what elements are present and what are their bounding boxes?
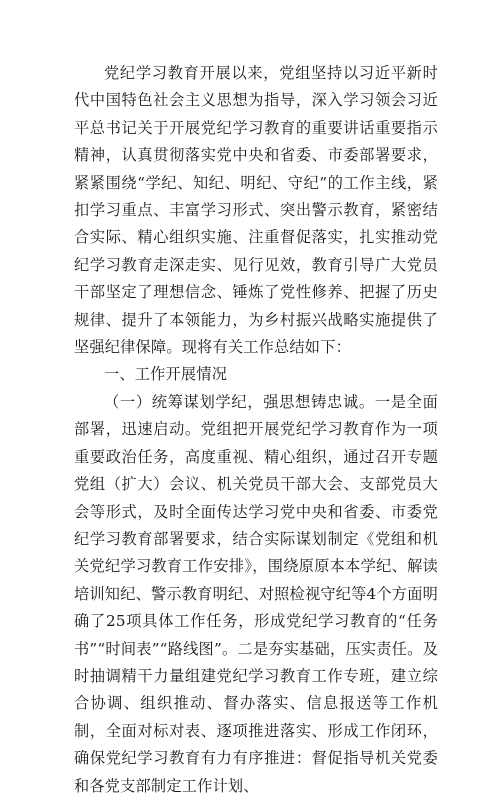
intro-paragraph: 党纪学习教育开展以来，党组坚持以习近平新时代中国特色社会主义思想为指导，深入学习领会习近平总书记关于开展党纪学习教育的重要讲话重要指示精神，认真贯彻落实党中央和省委、市委部署要求，紧紧围绕“学纪、知纪、明纪、守纪”的工作主线，紧扣学习重点、丰富学习形式、突出警示教育，紧密结合实际、精心组织实施、注重督促落实，扎实推动党纪学习教育走深走实、见行见效，教育引导广大党员干部坚定了理想信念、锤炼了党性修养、把握了历史规律、提升了本领能力，为乡村振兴战略实施提供了坚强纪律保障。现将有关工作总结如下： bbox=[74, 64, 438, 357]
subsection-heading: （一）统筹谋划学纪，强思想铸忠诚。 bbox=[104, 392, 375, 411]
section-heading: 一、工作开展情况 bbox=[104, 365, 228, 384]
subsection-body: 一是全面部署，迅速启动。党组把开展党纪学习教育作为一项重要政治任务，高度重视、精心组织，通过召开专题党组（扩大）会议、机关党员干部大会、支部党员大会等形式，及时全面传达学习党中央和省委、市委党纪学习教育部署要求，结合实际谋划制定《党组和机关党纪学习教育工作安排》，围绕原原本本学纪、解读培训知纪、警示教育明纪、对照检视守纪等4个方面明确了25项具体工作任务，形成党纪学习教育的“任务书”“时间表”“路线图”。二是夯实基础，压实责任。及时抽调精干力量组建党纪学习教育工作专班，建立综合协调、组织推动、督办落实、信息报送等工作机制，全面对标对表、逐项推进落实、形成工作闭环，确保党纪学习教育有力有序推进：督促指导机关党委和各党支部制定工作计划、 bbox=[74, 392, 438, 795]
subsection-paragraph bbox=[74, 389, 438, 800]
document-body bbox=[74, 60, 438, 800]
